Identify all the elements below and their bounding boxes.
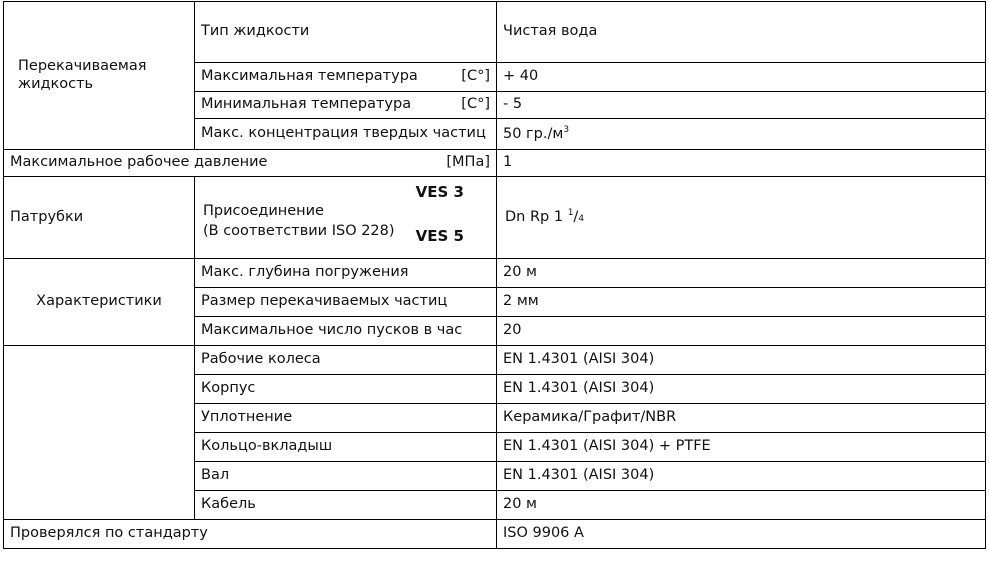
standard-value: ISO 9906 A [497,520,986,549]
table-row [4,2,986,63]
connection-value: Dn Rp 1 [505,209,564,226]
particle-label: Размер перекачиваемых частиц [195,288,497,317]
table-row [4,520,986,549]
min-temp-cell [195,92,497,119]
depth-value: 20 м [497,259,986,288]
min-temp-value: - 5 [497,92,986,119]
depth-label: Макс. глубина погружения [195,259,497,288]
material-label: Вал [195,462,497,491]
connection-den: 4 [578,214,585,225]
connection-label: Присоединение [203,202,324,219]
particle-value: 2 мм [497,288,986,317]
material-label: Кабель [195,491,497,520]
spec-table [3,1,986,549]
material-label: Уплотнение [195,404,497,433]
table-row [4,177,986,259]
standard-label: Проверялся по стандарту [4,520,497,549]
group-nozzles: Патрубки [4,177,195,259]
pressure-value: 1 [497,150,986,177]
ves5-label: VES 5 [415,226,464,245]
liquid-type-label: Тип жидкости [195,2,497,63]
starts-label: Максимальное число пусков в час [195,317,497,346]
material-value: EN 1.4301 (AISI 304) [497,375,986,404]
pressure-label: Максимальное рабочее давление [10,154,268,171]
liquid-type-value: Чистая вода [497,2,986,63]
group-liquid-label: Перекачиваемая жидкость [18,58,147,92]
material-value: EN 1.4301 (AISI 304) + PTFE [497,433,986,462]
material-label: Кольцо-вкладыш [195,433,497,462]
max-temp-label: Максимальная температура [201,68,418,85]
solids-sup: 3 [563,124,570,135]
table-row [4,346,986,375]
material-value: Керамика/Графит/NBR [497,404,986,433]
material-value: EN 1.4301 (AISI 304) [497,346,986,375]
min-temp-label: Минимальная температура [201,96,412,113]
pressure-cell [4,150,497,177]
group-characteristics: Характеристики [4,259,195,346]
connection-value-cell: Dn Rp 1 $^1$/4 [497,177,986,259]
connection-num: 1 [567,208,574,219]
table-row [4,150,986,177]
table-row [4,259,986,288]
max-temp-value: + 40 [497,63,986,92]
connection-standard: (В соответствии ISO 228) [203,222,395,239]
group-liquid [4,2,195,150]
solids-value-cell [497,119,986,150]
starts-value: 20 [497,317,986,346]
group-materials [4,346,195,520]
material-value: 20 м [497,491,986,520]
max-temp-cell [195,63,497,92]
solids-value: 50 гр./м [503,125,564,142]
solids-label: Макс. концентрация твердых частиц [195,119,497,150]
material-label: Рабочие колеса [195,346,497,375]
connection-cell [195,177,497,259]
material-value: EN 1.4301 (AISI 304) [497,462,986,491]
material-label: Корпус [195,375,497,404]
min-temp-unit: [C°] [461,96,490,113]
ves3-label: VES 3 [415,182,464,201]
pressure-unit: [МПа] [446,154,490,171]
connection-wrap [203,179,496,257]
max-temp-unit: [C°] [461,68,490,85]
